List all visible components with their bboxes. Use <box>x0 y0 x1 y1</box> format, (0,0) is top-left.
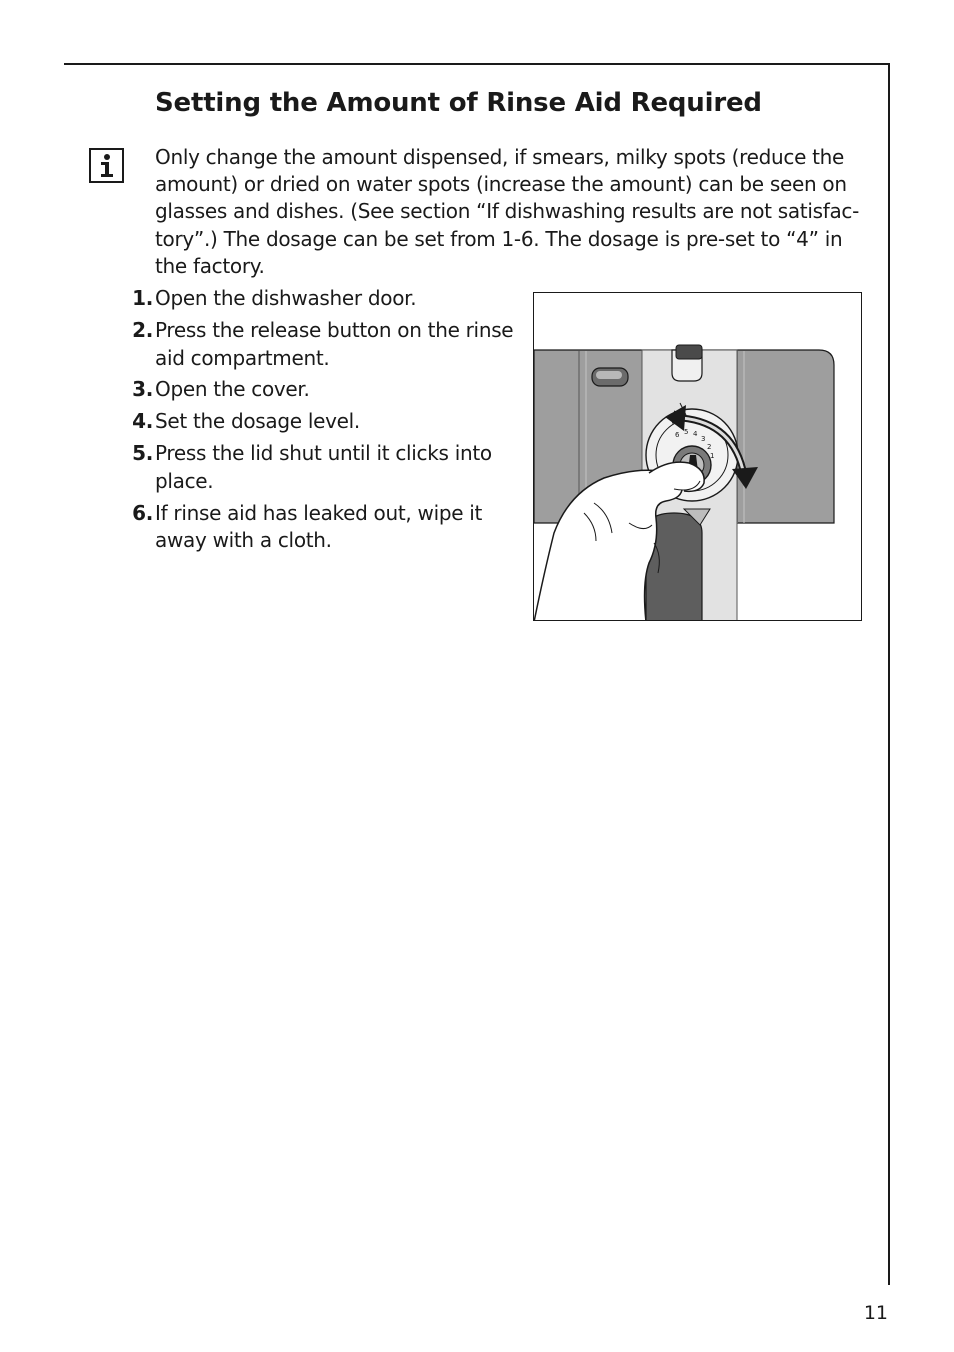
indicator-highlight <box>596 371 622 379</box>
dial-mark: 4 <box>693 430 698 438</box>
info-paragraph: Only change the amount dispensed, if smears, milky spots (reduce the amount) or dried on water spots (increase the amount) can be seen on glasses and dishes. (See section “If dishwashing results are not satisfactory”.) The dosage can be set from 1-6. The dosage is pre-set to “4” in the factory. <box>155 145 860 278</box>
list-item <box>120 317 520 373</box>
step-number: 2. <box>132 317 153 342</box>
step-text: Press the release button on the rinse aid compartment. <box>155 317 514 370</box>
top-rule <box>64 63 890 65</box>
info-icon <box>89 148 124 183</box>
list-item <box>120 376 520 404</box>
dial-mark: 3 <box>701 435 706 443</box>
step-number: 1. <box>132 286 153 310</box>
illustration-drawing <box>534 293 862 621</box>
list-item <box>120 440 520 496</box>
rinse-aid-dial-illustration <box>533 292 862 621</box>
dial-mark: 2 <box>707 443 712 451</box>
dial-mark: 1 <box>710 452 715 460</box>
step-text: If rinse aid has leaked out, wipe it away with a cloth. <box>155 500 483 553</box>
page-number: 11 <box>863 1302 888 1324</box>
section-title: Setting the Amount of Rinse Aid Required <box>155 88 762 118</box>
steps-list <box>120 285 520 559</box>
dial-mark: 6 <box>675 431 680 439</box>
release-button-top <box>676 345 702 359</box>
step-text: Set the dosage level. <box>155 409 360 434</box>
step-text: Open the cover. <box>155 377 310 402</box>
step-text: Press the lid shut until it clicks into place. <box>155 440 492 493</box>
step-number: 3. <box>132 377 153 402</box>
step-text: Open the dishwasher door. <box>155 286 417 310</box>
info-glyph <box>95 153 119 179</box>
step-number: 6. <box>132 500 153 525</box>
list-item <box>120 408 520 436</box>
step-number: 4. <box>132 409 153 434</box>
step-number: 5. <box>132 440 153 465</box>
list-item <box>120 285 520 313</box>
list-item <box>120 500 520 556</box>
right-rule <box>888 63 890 1285</box>
dial-mark: 5 <box>684 428 689 436</box>
